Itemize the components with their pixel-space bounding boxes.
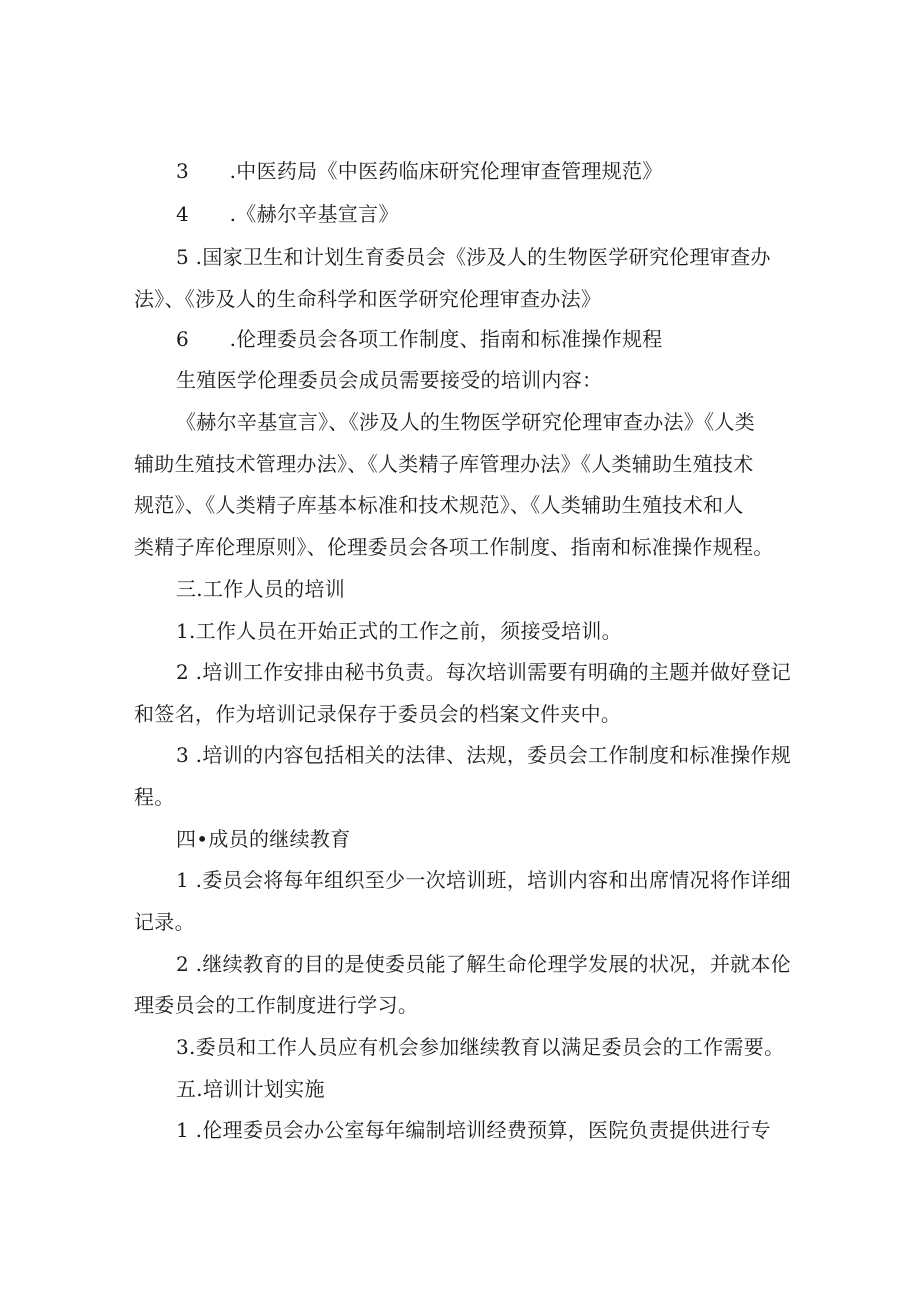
list-item-6: 6 .伦理委员会各项工作制度、指南和标准操作规程 xyxy=(176,327,663,351)
continuing-education-item-2: 2 .继续教育的目的是使委员能了解生命伦理学发展的状况，并就本伦 xyxy=(176,952,792,976)
continuing-education-item-1-continued: 记录。 xyxy=(134,910,195,934)
section-heading-continuing-education: 四•成员的继续教育 xyxy=(176,827,351,851)
list-item-5: 5 .国家卫生和计划生育委员会《涉及人的生物医学研究伦理审查办 xyxy=(176,245,771,269)
training-plan-item-1: 1 .伦理委员会办公室每年编制培训经费预算，医院负责提供进行专 xyxy=(176,1118,771,1142)
paragraph-training-content-line-1: 《赫尔辛基宣言》、《涉及人的生物医学研究伦理审查办法》《人类 xyxy=(176,410,755,434)
continuing-education-item-1: 1 .委员会将每年组织至少一次培训班，培训内容和出席情况将作详细 xyxy=(176,868,792,892)
staff-training-item-2: 2 .培训工作安排由秘书负责。每次培训需要有明确的主题并做好登记 xyxy=(176,660,792,684)
staff-training-item-3: 3 .培训的内容包括相关的法律、法规，委员会工作制度和标准操作规 xyxy=(176,743,792,767)
paragraph-training-content-line-2: 辅助生殖技术管理办法》、《人类精子库管理办法》《人类辅助生殖技术 xyxy=(134,452,754,476)
list-item-5-continued: 法》、《涉及人的生命科学和医学研究伦理审查办法》 xyxy=(134,287,602,311)
paragraph-training-content-heading: 生殖医学伦理委员会成员需要接受的培训内容： xyxy=(176,368,603,392)
staff-training-item-3-continued: 程。 xyxy=(134,785,175,809)
continuing-education-item-3: 3.委员和工作人员应有机会参加继续教育以满足委员会的工作需要。 xyxy=(176,1035,785,1059)
paragraph-training-content-line-3: 规范》、《人类精子库基本标准和技术规范》、《人类辅助生殖技术和人 xyxy=(134,493,744,517)
staff-training-item-2-continued: 和签名，作为培训记录保存于委员会的档案文件夹中。 xyxy=(134,702,622,726)
continuing-education-item-2-continued: 理委员会的工作制度进行学习。 xyxy=(134,993,419,1017)
section-heading-staff-training: 三.工作人员的培训 xyxy=(176,577,346,601)
list-item-3: 3 .中医药局《中医药临床研究伦理审查管理规范》 xyxy=(176,159,663,183)
list-item-4: 4 .《赫尔辛基宣言》 xyxy=(176,202,399,226)
paragraph-training-content-line-4: 类精子库伦理原则》、伦理委员会各项工作制度、指南和标准操作规程。 xyxy=(134,535,774,559)
section-heading-training-plan: 五.培训计划实施 xyxy=(176,1077,325,1101)
staff-training-item-1: 1.工作人员在开始正式的工作之前，须接受培训。 xyxy=(176,619,622,643)
